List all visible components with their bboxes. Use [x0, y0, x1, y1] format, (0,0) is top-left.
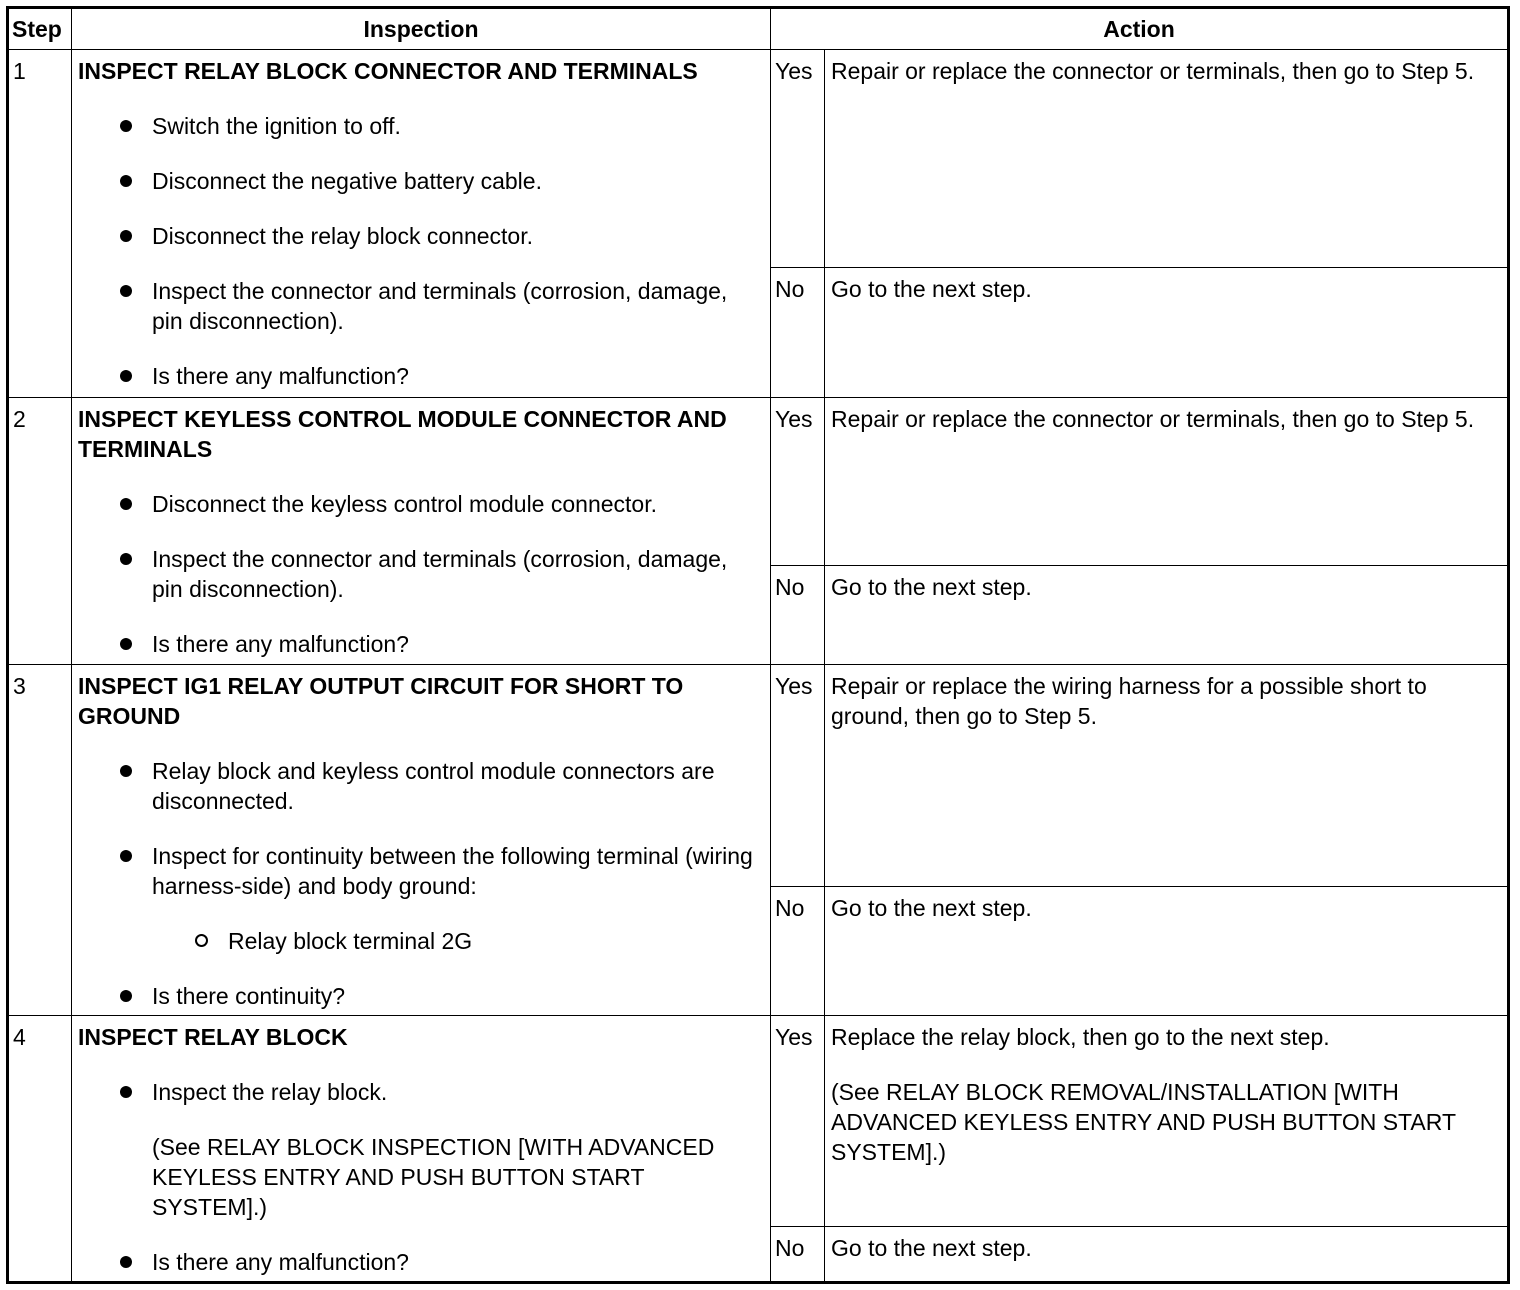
sub-bullets [152, 926, 764, 956]
yes-action: Repair or replace the wiring harness for a possible short to ground, then go to Step 5. [825, 665, 1509, 887]
header-action: Action [771, 8, 1509, 50]
table-row [8, 398, 1509, 566]
inspection-cell [72, 50, 771, 398]
diagnostic-procedure-table [6, 6, 1510, 1284]
yes-action-cell [825, 1016, 1509, 1227]
bullet-item: Is there any malfunction? [152, 629, 764, 659]
no-label: No [771, 1227, 825, 1283]
no-label: No [771, 887, 825, 1016]
inspection-title: INSPECT RELAY BLOCK CONNECTOR AND TERMINALS [78, 58, 698, 84]
reference-note: (See RELAY BLOCK INSPECTION [WITH ADVANCED KEYLESS ENTRY AND PUSH BUTTON START SYSTEM].) [152, 1134, 715, 1220]
bullet-item: Inspect the connector and terminals (corrosion, damage, pin disconnection). [152, 276, 764, 336]
inspection-cell [72, 398, 771, 665]
bullet-item: Inspect the connector and terminals (corrosion, damage, pin disconnection). [152, 544, 764, 604]
bullet-item: Is there any malfunction? [152, 1247, 764, 1277]
bullet-item: Is there continuity? [152, 981, 764, 1011]
yes-label: Yes [771, 665, 825, 887]
yes-label: Yes [771, 50, 825, 268]
step-number: 1 [8, 50, 72, 398]
inspection-title: INSPECT IG1 RELAY OUTPUT CIRCUIT FOR SHORT TO GROUND [78, 673, 684, 729]
step-number: 3 [8, 665, 72, 1016]
header-inspection: Inspection [72, 8, 771, 50]
no-action: Go to the next step. [825, 1227, 1509, 1283]
inspection-cell [72, 1016, 771, 1283]
yes-action: Repair or replace the connector or terminals, then go to Step 5. [825, 50, 1509, 268]
yes-label: Yes [771, 398, 825, 566]
yes-action: Repair or replace the connector or terminals, then go to Step 5. [825, 398, 1509, 566]
bullet-item: Disconnect the keyless control module connector. [152, 489, 764, 519]
header-step: Step [8, 8, 72, 50]
no-action: Go to the next step. [825, 268, 1509, 398]
inspection-bullets [78, 111, 764, 391]
inspection-bullets [78, 756, 764, 1011]
no-action: Go to the next step. [825, 566, 1509, 665]
bullet-item: Relay block and keyless control module connectors are disconnected. [152, 756, 764, 816]
bullet-item: Disconnect the relay block connector. [152, 221, 764, 251]
inspection-title: INSPECT RELAY BLOCK [78, 1024, 348, 1050]
step-number: 2 [8, 398, 72, 665]
bullet-item [152, 841, 764, 956]
reference-note: (See RELAY BLOCK REMOVAL/INSTALLATION [WITH ADVANCED KEYLESS ENTRY AND PUSH BUTTON START SYSTEM].) [831, 1079, 1456, 1165]
inspection-bullets [78, 489, 764, 659]
no-action: Go to the next step. [825, 887, 1509, 1016]
bullet-item: Disconnect the negative battery cable. [152, 166, 764, 196]
bullet-item: Switch the ignition to off. [152, 111, 764, 141]
table-row [8, 50, 1509, 268]
header-row [8, 8, 1509, 50]
table-row [8, 665, 1509, 887]
inspection-title: INSPECT KEYLESS CONTROL MODULE CONNECTOR AND TERMINALS [78, 406, 727, 462]
bullet-text: Inspect the relay block. [152, 1079, 388, 1105]
bullet-text: Inspect for continuity between the following terminal (wiring harness-side) and body ground: [152, 843, 753, 899]
yes-label: Yes [771, 1016, 825, 1227]
sub-bullet-item: Relay block terminal 2G [228, 926, 764, 956]
inspection-bullets [78, 1077, 764, 1277]
no-label: No [771, 268, 825, 398]
no-label: No [771, 566, 825, 665]
yes-action: Replace the relay block, then go to the next step. [831, 1024, 1330, 1050]
table-row [8, 1016, 1509, 1227]
bullet-item [152, 1077, 764, 1222]
bullet-item: Is there any malfunction? [152, 361, 764, 391]
step-number: 4 [8, 1016, 72, 1283]
inspection-cell [72, 665, 771, 1016]
